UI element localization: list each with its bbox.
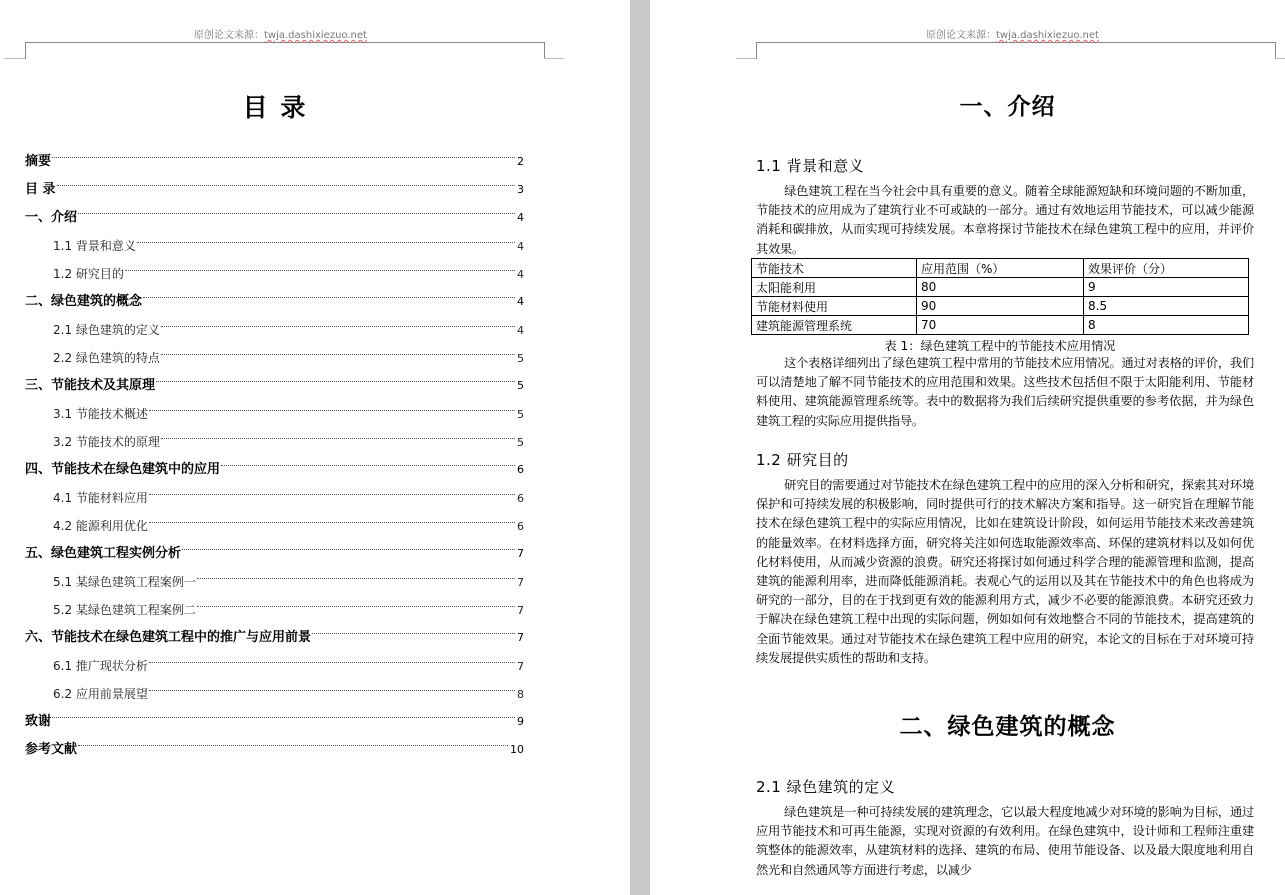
toc-entry[interactable] [25, 540, 524, 568]
toc-entry-label: 二、绿色建筑的概念 [25, 294, 143, 309]
table-description-paragraph [756, 354, 1254, 431]
toc-leader-dots [149, 662, 515, 663]
toc-leader-dots [143, 297, 515, 298]
toc-entry[interactable] [25, 596, 524, 624]
crop-mark-right [1275, 42, 1276, 59]
toc-page-number: 6 [517, 463, 524, 476]
table-header-cell: 效果评价（分） [1084, 259, 1249, 278]
toc-leader-dots [197, 578, 515, 579]
toc-entry-label: 目 录 [25, 182, 56, 197]
table-cell: 8 [1084, 316, 1249, 335]
toc-entry[interactable] [25, 624, 524, 652]
toc-entry[interactable] [25, 400, 524, 428]
chapter-2-heading: 二、绿色建筑的概念 [899, 713, 1116, 740]
toc-entry-label: 1.1 背景和意义 [53, 239, 136, 253]
tech-table [751, 258, 1249, 335]
crop-mark-left [756, 42, 757, 59]
toc-page-number: 4 [517, 324, 524, 337]
toc-page-number: 4 [517, 268, 524, 281]
section-2-1-heading: 2.1 绿色建筑的定义 [756, 778, 896, 796]
toc-page-number: 2 [517, 155, 524, 168]
page-header [926, 26, 1099, 41]
table-cell: 90 [917, 297, 1084, 316]
toc-entry[interactable] [25, 484, 524, 512]
toc-entry[interactable] [25, 708, 524, 736]
toc-entry-label: 一、介绍 [25, 210, 78, 225]
toc-entry[interactable] [25, 736, 524, 764]
header-url: twja.dashixiezuo.net [264, 30, 367, 41]
toc-leader-dots [197, 606, 515, 607]
toc-leader-dots [156, 381, 515, 382]
toc-entry[interactable] [25, 680, 524, 708]
toc-page-number: 5 [517, 408, 524, 421]
toc-entry-label: 六、节能技术在绿色建筑工程中的推广与应用前景 [25, 630, 312, 645]
toc-entry-label: 3.1 节能技术概述 [53, 407, 148, 421]
toc-page-number: 4 [517, 240, 524, 253]
table-row [752, 316, 1249, 335]
toc-page-number: 6 [517, 520, 524, 533]
toc-entry-label: 2.1 绿色建筑的定义 [53, 323, 160, 337]
toc-entry[interactable] [25, 288, 524, 316]
header-rule [756, 42, 1275, 43]
toc-entry[interactable] [25, 512, 524, 540]
table-cell: 8.5 [1084, 297, 1249, 316]
toc-entry[interactable] [25, 316, 524, 344]
toc-page-number: 9 [517, 715, 524, 728]
toc-page-number: 7 [517, 547, 524, 560]
toc-entry[interactable] [25, 456, 524, 484]
toc-entry[interactable] [25, 428, 524, 456]
toc-entry-label: 4.2 能源利用优化 [53, 519, 148, 533]
toc-leader-dots [52, 717, 515, 718]
toc-page-number: 4 [517, 211, 524, 224]
chapter-1-heading: 一、介绍 [959, 93, 1056, 120]
paragraph-text: 绿色建筑工程在当今社会中具有重要的意义。随着全球能源短缺和环境问题的不断加重，节能技术的应用成为了建筑行业不可或缺的一部分。通过有效地运用节能技术，可以减少能源消耗和碳排放，从而实现可持续发展。本章将探讨节能技术在绿色建筑工程中的应用，并评价其效果。 [756, 184, 1254, 256]
section-1-1-heading: 1.1 背景和意义 [756, 157, 865, 175]
section-1-2-heading: 1.2 研究目的 [756, 451, 849, 469]
toc-entry-label: 2.2 绿色建筑的特点 [53, 351, 160, 365]
toc-leader-dots [52, 157, 515, 158]
toc-entry-label: 3.2 节能技术的原理 [53, 435, 160, 449]
toc-leader-dots [161, 326, 515, 327]
toc-entry-label: 6.2 应用前景展望 [53, 687, 148, 701]
page-header [194, 26, 367, 41]
header-prefix: 原创论文来源： [926, 30, 996, 41]
header-rule [25, 42, 544, 43]
toc-page-number: 5 [517, 436, 524, 449]
table-header-cell: 应用范围（%） [917, 259, 1084, 278]
crop-mark-left [25, 42, 26, 59]
crop-mark-left-h [4, 58, 25, 59]
toc-page-number: 10 [510, 743, 524, 756]
toc-leader-dots [221, 465, 515, 466]
toc-page-number: 7 [517, 631, 524, 644]
toc-page-number: 4 [517, 295, 524, 308]
toc-entry-label: 三、节能技术及其原理 [25, 378, 156, 393]
toc-entry[interactable] [25, 148, 524, 176]
paragraph-text: 绿色建筑是一种可持续发展的建筑理念，它以最大程度地减少对环境的影响为目标，通过应用节能技术和可再生能源，实现对资源的有效利用。在绿色建筑中，设计师和工程师注重建筑整体的能源效率，从建筑材料的选择、建筑的布局、使用节能设备、以及最大限度地利用自然光和自然通风等方面进行考虑，以减少 [756, 805, 1254, 877]
toc-leader-dots [149, 494, 515, 495]
header-url: twja.dashixiezuo.net [996, 30, 1099, 41]
toc-entry[interactable] [25, 232, 524, 260]
toc-entry[interactable] [25, 568, 524, 596]
paragraph-text: 这个表格详细列出了绿色建筑工程中常用的节能技术应用情况。通过对表格的评价，我们可以清楚地了解不同节能技术的应用范围和效果。这些技术包括但不限于太阳能利用、节能材料使用、建筑能源管理系统等。表中的数据将为我们后续研究提供重要的参考依据，并为绿色建筑工程的实际应用提供指导。 [756, 356, 1254, 428]
toc-leader-dots [182, 549, 515, 550]
toc-entry-label: 1.2 研究目的 [53, 267, 124, 281]
toc-page-number: 3 [517, 183, 524, 196]
toc-entry-label: 致谢 [25, 714, 52, 729]
toc-leader-dots [149, 522, 515, 523]
toc-entry-label: 五、绿色建筑工程实例分析 [25, 546, 182, 561]
toc-leader-dots [78, 745, 508, 746]
toc-page-number: 7 [517, 604, 524, 617]
table-cell: 太阳能利用 [752, 278, 917, 297]
toc-leader-dots [161, 438, 515, 439]
toc-entry-label: 四、节能技术在绿色建筑中的应用 [25, 462, 221, 477]
table-cell: 建筑能源管理系统 [752, 316, 917, 335]
section-1-1-paragraph [756, 182, 1254, 259]
crop-mark-right-h [544, 58, 564, 59]
toc-entry-label: 5.2 某绿色建筑工程案例二 [53, 603, 196, 617]
toc-entry[interactable] [25, 260, 524, 288]
crop-mark-right-h [1275, 58, 1285, 59]
toc-leader-dots [137, 242, 515, 243]
table-header-cell: 节能技术 [752, 259, 917, 278]
table-cell: 节能材料使用 [752, 297, 917, 316]
toc-entry[interactable] [25, 372, 524, 400]
section-2-1-paragraph [756, 803, 1254, 880]
toc-entry-label: 4.1 节能材料应用 [53, 491, 148, 505]
toc-page-number: 5 [517, 352, 524, 365]
table-row [752, 297, 1249, 316]
toc-leader-dots [161, 354, 515, 355]
table-of-contents [25, 148, 524, 764]
toc-page-number: 7 [517, 576, 524, 589]
content-page [650, 0, 1285, 895]
toc-entry[interactable] [25, 344, 524, 372]
table-header-row [752, 259, 1249, 278]
toc-page-number: 5 [517, 379, 524, 392]
toc-entry-label: 6.1 推广现状分析 [53, 659, 148, 673]
paragraph-text: 研究目的需要通过对节能技术在绿色建筑工程中的应用的深入分析和研究，探索其对环境保护和可持续发展的积极影响，同时提供可行的技术解决方案和指导。这一研究旨在理解节能技术在绿色建筑工程中的实际应用情况，比如在建筑设计阶段，如何运用节能技术来改善建筑的能量效率。在材料选择方面，研究将关注如何选取能源效率高、环保的建筑材料以及如何优化材料使用，从而减少资源的浪费。研究还将探讨如何通过科学合理的能源管理和监测，提高建筑的能源利用率，进而降低能源消耗。表观心气的运用以及其在节能技术中的角色也将成为研究的一部分，目的在于找到更有效的能源利用方式，减少不必要的能源浪费。本研究还致力于解决在绿色建筑工程中出现的实际问题，例如如何有效地整合不同的节能技术，提高建筑的全面节能效果。通过对节能技术在绿色建筑工程中应用的研究，本论文的目标在于对环境可持续发展提供实质性的帮助和支持。 [756, 478, 1254, 665]
section-1-2-paragraph [756, 476, 1254, 668]
toc-leader-dots [312, 633, 515, 634]
toc-entry-label: 参考文献 [25, 742, 78, 757]
toc-page-number: 7 [517, 660, 524, 673]
toc-page-number: 8 [517, 688, 524, 701]
table-cell: 9 [1084, 278, 1249, 297]
toc-leader-dots [149, 690, 515, 691]
header-prefix: 原创论文来源： [194, 30, 264, 41]
toc-page [0, 0, 630, 895]
toc-entry-label: 5.1 某绿色建筑工程案例一 [53, 575, 196, 589]
table-row [752, 278, 1249, 297]
toc-title: 目 录 [242, 93, 308, 122]
toc-entry[interactable] [25, 176, 524, 204]
table-cell: 80 [917, 278, 1084, 297]
crop-mark-left-h [736, 58, 756, 59]
toc-leader-dots [125, 270, 515, 271]
toc-entry[interactable] [25, 652, 524, 680]
crop-mark-right [544, 42, 545, 59]
toc-leader-dots [149, 410, 515, 411]
toc-page-number: 6 [517, 492, 524, 505]
table-caption: 表 1：绿色建筑工程中的节能技术应用情况 [884, 339, 1116, 353]
toc-entry-label: 摘要 [25, 154, 52, 169]
toc-entry[interactable] [25, 204, 524, 232]
table-cell: 70 [917, 316, 1084, 335]
toc-leader-dots [78, 213, 515, 214]
toc-leader-dots [57, 185, 515, 186]
